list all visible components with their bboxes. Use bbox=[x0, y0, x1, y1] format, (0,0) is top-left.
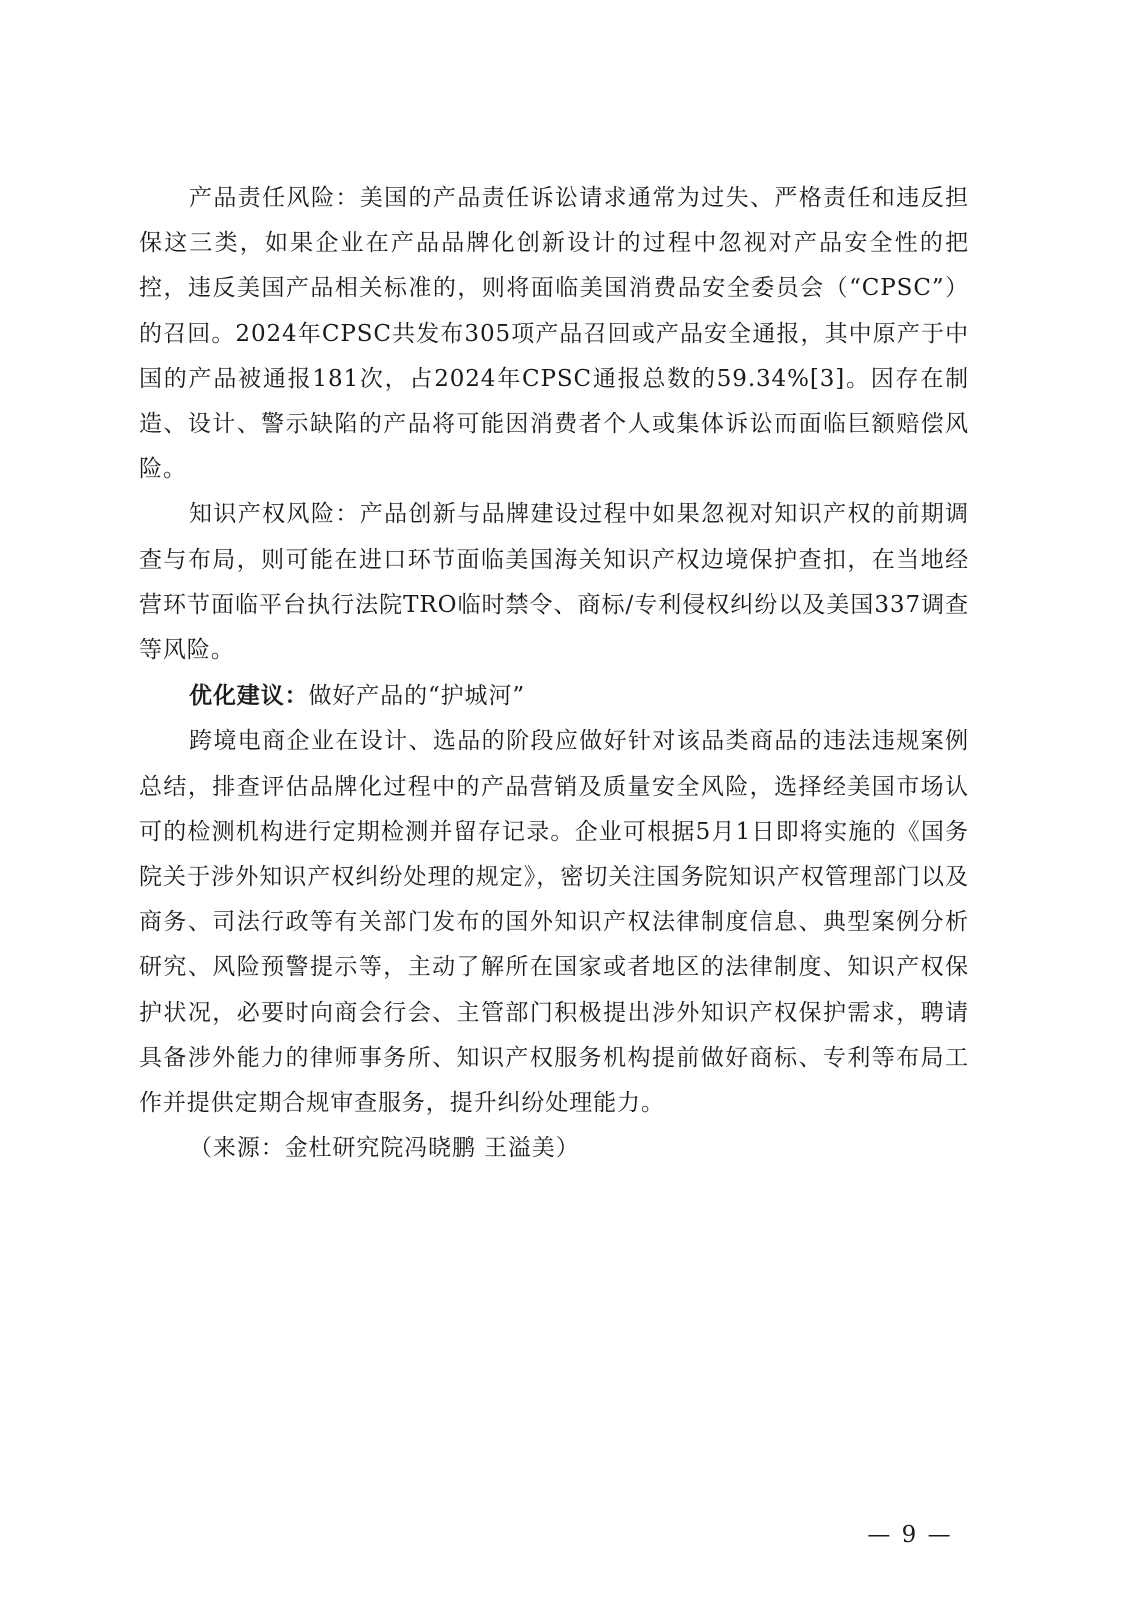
document-body bbox=[139, 176, 969, 1171]
heading-text: 做好产品的“护城河” bbox=[308, 683, 526, 710]
section-heading-optimization bbox=[139, 673, 969, 719]
heading-lead: 优化建议： bbox=[189, 682, 309, 710]
paragraph-lead: 产品责任风险： bbox=[189, 185, 360, 211]
paragraph-recommendation bbox=[139, 719, 969, 1126]
paragraph-text: 产品创新与品牌建设过程中如果忽视对知识产权的前期调查与布局，则可能在进口环节面临美国海关知识产权边境保护查扣，在当地经营环节面临平台执行法院TRO临时禁令、商标/专利侵权纠纷以及美国337调查等风险。 bbox=[139, 501, 969, 664]
source-attribution: （来源：金杜研究院冯晓鹏 王溢美） bbox=[189, 1135, 580, 1162]
paragraph-lead: 知识产权风险： bbox=[189, 501, 360, 528]
page-number: — 9 — bbox=[867, 1522, 953, 1548]
paragraph-text: 美国的产品责任诉讼请求通常为过失、严格责任和违反担保这三类，如果企业在产品品牌化创新设计的过程中忽视对产品安全性的把控，违反美国产品相关标准的，则将面临美国消费品安全委员会（“CPSC”）的召回。2024年CPSC共发布305项产品召回或产品安全通报，其中原产于中国的产品被通报181次，占2024年CPSC通报总数的59.34%[3]。因存在制造、设计、警示缺陷的产品将可能因消费者个人或集体诉讼而面临巨额赔偿风险。 bbox=[139, 185, 969, 483]
paragraph-product-liability-risk bbox=[139, 176, 969, 492]
paragraph-ip-risk bbox=[139, 492, 969, 673]
paragraph-text: 跨境电商企业在设计、选品的阶段应做好针对该品类商品的违法违规案例总结，排查评估品牌化过程中的产品营销及质量安全风险，选择经美国市场认可的检测机构进行定期检测并留存记录。企业可根据5月1日即将实施的《国务院关于涉外知识产权纠纷处理的规定》，密切关注国务院知识产权管理部门以及商务、司法行政等有关部门发布的国外知识产权法律制度信息、典型案例分析研究、风险预警提示等，主动了解所在国家或者地区的法律制度、知识产权保护状况，必要时向商会行会、主管部门积极提出涉外知识产权保护需求，聘请具备涉外能力的律师事务所、知识产权服务机构提前做好商标、专利等布局工作并提供定期合规审查服务，提升纠纷处理能力。 bbox=[139, 728, 969, 1117]
